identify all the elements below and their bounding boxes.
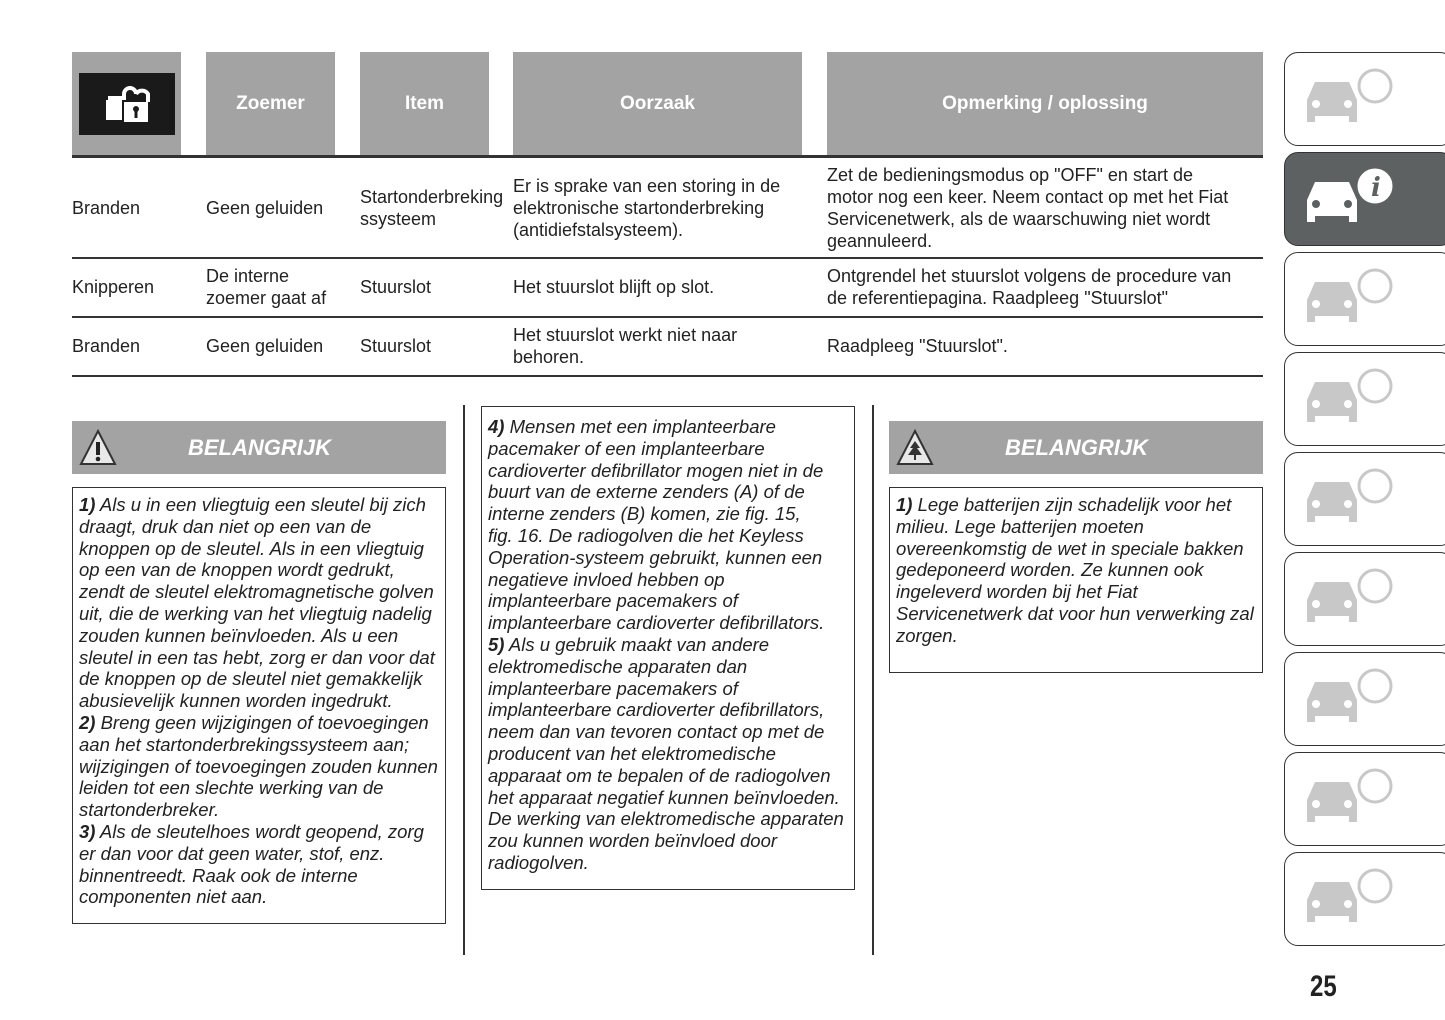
- note-line: [79, 538, 439, 560]
- note-line: [896, 581, 1256, 603]
- cell-buzzer: [206, 317, 356, 375]
- cell-remedy: [827, 317, 1263, 375]
- note-line: [79, 712, 439, 734]
- note-line: [488, 699, 848, 721]
- note-line: [488, 830, 848, 852]
- note-text: er dan voor dat geen water, stof, enz.: [79, 842, 385, 864]
- note-text: implanteerbare pacemakers of: [488, 677, 738, 699]
- note-text: implanteerbare pacemakers of: [488, 590, 738, 612]
- note-text: de knoppen op de sleutel niet gemakkelijk: [79, 668, 423, 690]
- cell-line: geannuleerd.: [827, 230, 933, 251]
- note-text: op een van de knoppen wordt gedrukt,: [79, 559, 395, 581]
- note-text: Operation-systeem gebruikt, kunnen een: [488, 546, 823, 568]
- cell-item: [360, 258, 505, 316]
- note-text: ingeleverd worden bij het Fiat: [896, 581, 1138, 603]
- sidebar-tab[interactable]: [1284, 652, 1445, 746]
- note-number: 3): [79, 820, 96, 842]
- header-zoemer: Zoemer: [206, 52, 335, 155]
- note-text: abusievelijk kunnen worden ingedrukt.: [79, 690, 393, 712]
- cell-line: Raadpleeg "Stuurslot".: [827, 336, 1008, 356]
- header-oorzaak: Oorzaak: [513, 52, 802, 155]
- note-box-left: [72, 487, 446, 924]
- note-line: [79, 647, 439, 669]
- note-line: [79, 799, 439, 821]
- note-text: buurt van de externe zenders (A) of de: [488, 481, 805, 503]
- immobilizer-lock-icon: [79, 73, 175, 135]
- note-line: [896, 516, 1256, 538]
- note-line: [79, 690, 439, 712]
- lock-icon-header: [72, 52, 181, 155]
- cell-line: Het stuurslot werkt niet naar: [513, 325, 738, 345]
- environment-header-right: [889, 421, 1263, 474]
- note-line: [488, 765, 848, 787]
- note-line: [79, 559, 439, 581]
- note-line: [488, 852, 848, 874]
- note-line: [79, 516, 439, 538]
- cell-line: Knipperen: [72, 277, 155, 297]
- note-line: [488, 678, 848, 700]
- cell-line: Zet de bedieningsmodus op "OFF" en start de: [827, 164, 1193, 185]
- warning-triangle-icon: [78, 428, 118, 468]
- note-text: producent van het elektromedische: [488, 742, 776, 764]
- warning-title: BELANGRIJK: [188, 434, 332, 460]
- column-divider: [872, 405, 874, 955]
- note-line: [896, 603, 1256, 625]
- note-number: 4): [488, 416, 505, 437]
- note-box-right: [889, 487, 1263, 673]
- note-line: [488, 438, 848, 460]
- note-line: [488, 525, 848, 547]
- cell-line: Startonderbrekingssysteem: [360, 186, 504, 229]
- note-text: knoppen op de sleutel. Als in een vliegtuig: [79, 537, 424, 559]
- note-text: gedeponeerd worden. Ze kunnen ook: [896, 559, 1204, 581]
- note-line: [79, 821, 439, 843]
- environment-title: BELANGRIJK: [1005, 434, 1149, 460]
- cell-light: [72, 158, 202, 257]
- note-text: sleutel in een tas hebt, zorg er dan voor dat: [79, 646, 435, 668]
- note-text: radiogolven.: [488, 851, 589, 873]
- car-info-icon: [1299, 160, 1399, 240]
- note-line: [79, 494, 439, 516]
- cell-line: Stuurslot: [360, 336, 432, 356]
- note-text: Lege batterijen zijn schadelijk voor het: [912, 494, 1232, 515]
- cell-item: [360, 158, 505, 257]
- sidebar-tab[interactable]: [1284, 252, 1445, 346]
- note-line: [488, 460, 848, 482]
- note-line: [79, 756, 439, 778]
- warning-light-message-icon: [1299, 260, 1399, 340]
- note-text: implanteerbare cardioverter defibrillators,: [488, 699, 825, 721]
- cell-line: motor nog een keer. Neem contact op met het Fiat: [827, 186, 1229, 207]
- note-text: Breng geen wijzigingen of toevoegingen: [95, 711, 429, 733]
- note-text: negatieve invloed hebben op: [488, 568, 725, 590]
- note-text: draagt, druk dan niet op een van de: [79, 515, 372, 537]
- note-number: 1): [79, 494, 96, 515]
- car-warning-triangle-icon: [1299, 560, 1399, 640]
- note-text: binnentreedt. Raak ook de interne: [79, 864, 358, 886]
- note-line: [488, 634, 848, 656]
- note-text: componenten niet aan.: [79, 886, 268, 908]
- cell-line: zoemer gaat af: [206, 288, 327, 308]
- note-text: uit, die de werking van het vliegtuig nadelig: [79, 602, 432, 624]
- cell-buzzer: [206, 258, 356, 316]
- note-text: Als u gebruik maakt van andere: [504, 633, 770, 655]
- cell-light: [72, 317, 202, 375]
- note-line: [896, 494, 1256, 516]
- cell-remedy: [827, 258, 1263, 316]
- note-text: zendt de sleutel elektromagnetische golven: [79, 581, 434, 603]
- note-text: milieu. Lege batterijen moeten: [896, 515, 1144, 537]
- note-line: [488, 416, 848, 438]
- environment-tree-icon: [895, 428, 935, 468]
- note-line: [896, 538, 1256, 560]
- note-text: leiden tot een slechte werking van de: [79, 777, 384, 799]
- note-text: wijzigingen of toevoegingen zouden kunnen: [79, 755, 438, 777]
- key-steering-wheel-icon: [1299, 460, 1399, 540]
- note-text: het apparaat negatief kunnen beïnvloeden.: [488, 786, 840, 808]
- cell-cause: [513, 258, 813, 316]
- note-line: [488, 656, 848, 678]
- warning-header-left: [72, 421, 446, 474]
- cell-line: Servicenetwerk, als de waarschuwing niet wordt: [827, 208, 1211, 229]
- cell-line: Het stuurslot blijft op slot.: [513, 277, 715, 297]
- cell-line: De interne: [206, 266, 290, 286]
- note-line: [79, 886, 439, 908]
- note-number: 5): [488, 633, 505, 655]
- specs-gear-icon: [1299, 760, 1399, 840]
- note-box-middle: [481, 406, 855, 890]
- cell-remedy: [827, 158, 1263, 257]
- note-line: [896, 559, 1256, 581]
- car-search-icon: [1299, 60, 1399, 140]
- note-line: [79, 734, 439, 756]
- note-line: [79, 603, 439, 625]
- note-text: implanteerbare cardioverter defibrillators.: [488, 612, 825, 634]
- note-line: [488, 590, 848, 612]
- note-line: [79, 625, 439, 647]
- cell-line: de referentiepagina. Raadpleeg "Stuurslot": [827, 288, 1169, 308]
- note-text: startonderbreker.: [79, 799, 220, 821]
- cell-line: behoren.: [513, 347, 585, 367]
- note-line: [79, 777, 439, 799]
- cell-cause: [513, 317, 813, 375]
- note-text: elektromedische apparaten dan: [488, 655, 748, 677]
- sidebar-tab[interactable]: [1284, 352, 1445, 446]
- note-line: [488, 743, 848, 765]
- note-text: aan het startonderbrekingssysteem aan;: [79, 733, 410, 755]
- page-number: 25: [1310, 970, 1337, 1003]
- cell-light: [72, 258, 202, 316]
- note-text: Als de sleutelhoes wordt geopend, zorg: [95, 820, 424, 842]
- car-wrench-icon: [1299, 660, 1399, 740]
- airbag-safety-icon: [1299, 360, 1399, 440]
- cell-line: Geen geluiden: [206, 197, 324, 218]
- note-line: [488, 808, 848, 830]
- svg-text:i: i: [1371, 173, 1381, 203]
- column-divider: [463, 405, 465, 955]
- cell-line: Stuurslot: [360, 277, 432, 297]
- sidebar-tab[interactable]: [1284, 852, 1445, 946]
- note-line: [488, 721, 848, 743]
- cell-line: Er is sprake van een storing in de: [513, 175, 781, 196]
- cell-line: (antidiefstalsysteem).: [513, 219, 684, 240]
- sidebar-tab[interactable]: [1284, 52, 1445, 146]
- note-line: [79, 865, 439, 887]
- cell-line: Geen geluiden: [206, 336, 324, 356]
- alphabetical-index-icon: [1299, 860, 1399, 940]
- note-text: zouden kunnen beïnvloeden. Als u een: [79, 624, 399, 646]
- note-text: zorgen.: [896, 624, 958, 646]
- cell-item: [360, 317, 505, 375]
- note-number: 1): [896, 494, 913, 515]
- cell-line: elektronische startonderbreking: [513, 197, 765, 218]
- note-line: [79, 843, 439, 865]
- note-text: Mensen met een implanteerbare: [504, 416, 776, 437]
- sidebar-tab[interactable]: [1284, 452, 1445, 546]
- note-number: 2): [79, 711, 96, 733]
- note-line: [79, 668, 439, 690]
- note-line: [488, 481, 848, 503]
- note-text: apparaat om te bepalen of de radiogolven: [488, 764, 831, 786]
- sidebar-tab[interactable]: [1284, 552, 1445, 646]
- header-item: Item: [360, 52, 489, 155]
- note-line: [488, 547, 848, 569]
- note-line: [896, 625, 1256, 647]
- note-text: Als u in een vliegtuig een sleutel bij zich: [95, 494, 426, 515]
- row-divider: [72, 375, 1263, 377]
- note-text: fig. 16. De radiogolven die het Keyless: [488, 524, 804, 546]
- sidebar-tab[interactable]: [1284, 752, 1445, 846]
- note-line: [488, 612, 848, 634]
- header-opmerking: Opmerking / oplossing: [827, 52, 1263, 155]
- cell-cause: [513, 158, 813, 257]
- cell-buzzer: [206, 158, 356, 257]
- cell-line: Branden: [72, 336, 141, 356]
- note-text: pacemaker of een implanteerbare: [488, 437, 765, 459]
- note-text: overeenkomstig de wet in speciale bakken: [896, 537, 1244, 559]
- note-line: [488, 569, 848, 591]
- note-line: [79, 581, 439, 603]
- note-text: Servicenetwerk dat voor hun verwerking zal: [896, 602, 1254, 624]
- note-text: De werking van elektromedische apparaten: [488, 808, 844, 830]
- note-text: cardioverter defibrillator mogen niet in de: [488, 459, 824, 481]
- sidebar-tab[interactable]: [1284, 152, 1445, 246]
- note-line: [488, 787, 848, 809]
- note-line: [488, 503, 848, 525]
- cell-line: Branden: [72, 197, 141, 218]
- note-text: zou kunnen worden beïnvloed door: [488, 830, 778, 852]
- cell-line: Ontgrendel het stuurslot volgens de procedure van: [827, 266, 1232, 286]
- note-text: interne zenders (B) komen, zie fig. 15,: [488, 503, 801, 525]
- note-text: neem dan van tevoren contact op met de: [488, 721, 825, 743]
